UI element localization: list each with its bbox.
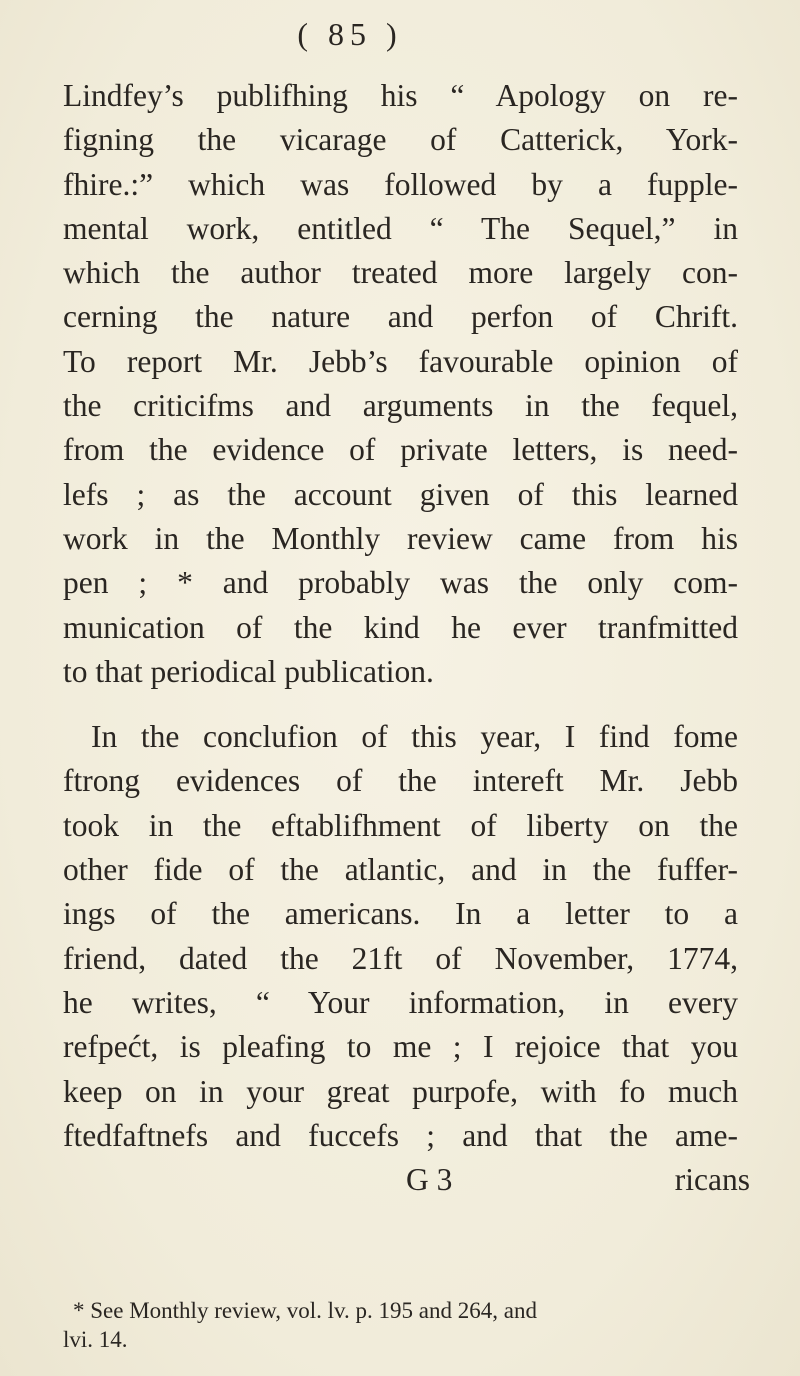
text-line: the criticifms and arguments in the fequel, xyxy=(63,388,738,424)
text-line: figning the vicarage of Catterick, York- xyxy=(63,122,738,158)
signature-line xyxy=(63,1158,750,1202)
text-line: other fide of the atlantic, and in the fuffer- xyxy=(63,852,738,888)
text-line: To report Mr. Jebb’s favourable opinion of xyxy=(63,343,738,379)
text-line: fhire.:” which was followed by a fupple- xyxy=(63,166,738,202)
paragraph-1 xyxy=(63,74,738,694)
text-line: he writes, “ Your information, in every xyxy=(63,984,738,1020)
text-line: cerning the nature and perfon of Chrift. xyxy=(63,299,738,335)
text-line: pen ; * and probably was the only com- xyxy=(63,565,738,601)
text-line: ftedfaftnefs and fuccefs ; and that the ame- xyxy=(63,1117,738,1153)
text-line: keep on in your great purpofe, with fo much xyxy=(63,1073,738,1109)
body-text xyxy=(63,74,750,1202)
signature-mark: G 3 xyxy=(406,1162,453,1198)
text-line: ftrong evidences of the intereft Mr. Jebb xyxy=(63,763,738,799)
page-number: ( 85 ) xyxy=(297,16,403,52)
footnote-line: * See Monthly review, vol. lv. p. 195 and 264, and xyxy=(73,1298,537,1323)
text-line: In the conclufion of this year, I find fome xyxy=(91,719,738,755)
text-line: refpećt, is pleafing to me ; I rejoice that you xyxy=(63,1029,738,1065)
paragraph-2 xyxy=(63,715,738,1158)
text-line: work in the Monthly review came from his xyxy=(63,520,738,556)
footnote xyxy=(63,1297,753,1354)
catchword: ricans xyxy=(674,1162,750,1198)
text-line: ings of the americans. In a letter to a xyxy=(63,896,738,932)
text-line: mental work, entitled “ The Sequel,” in xyxy=(63,210,738,246)
text-line: friend, dated the 21ft of November, 1774, xyxy=(63,940,738,976)
text-line: munication of the kind he ever tranfmitted xyxy=(63,609,738,645)
text-line: lefs ; as the account given of this learned xyxy=(63,476,738,512)
text-line: which the author treated more largely con- xyxy=(63,255,738,291)
text-line: from the evidence of private letters, is need- xyxy=(63,432,738,468)
text-line: took in the eftablifhment of liberty on the xyxy=(63,807,738,843)
footnote-line: lvi. 14. xyxy=(63,1326,128,1352)
text-line: to that periodical publication. xyxy=(63,653,434,689)
text-line: Lindfey’s publifhing his “ Apology on re- xyxy=(63,78,738,113)
paragraph-gap xyxy=(63,694,738,715)
